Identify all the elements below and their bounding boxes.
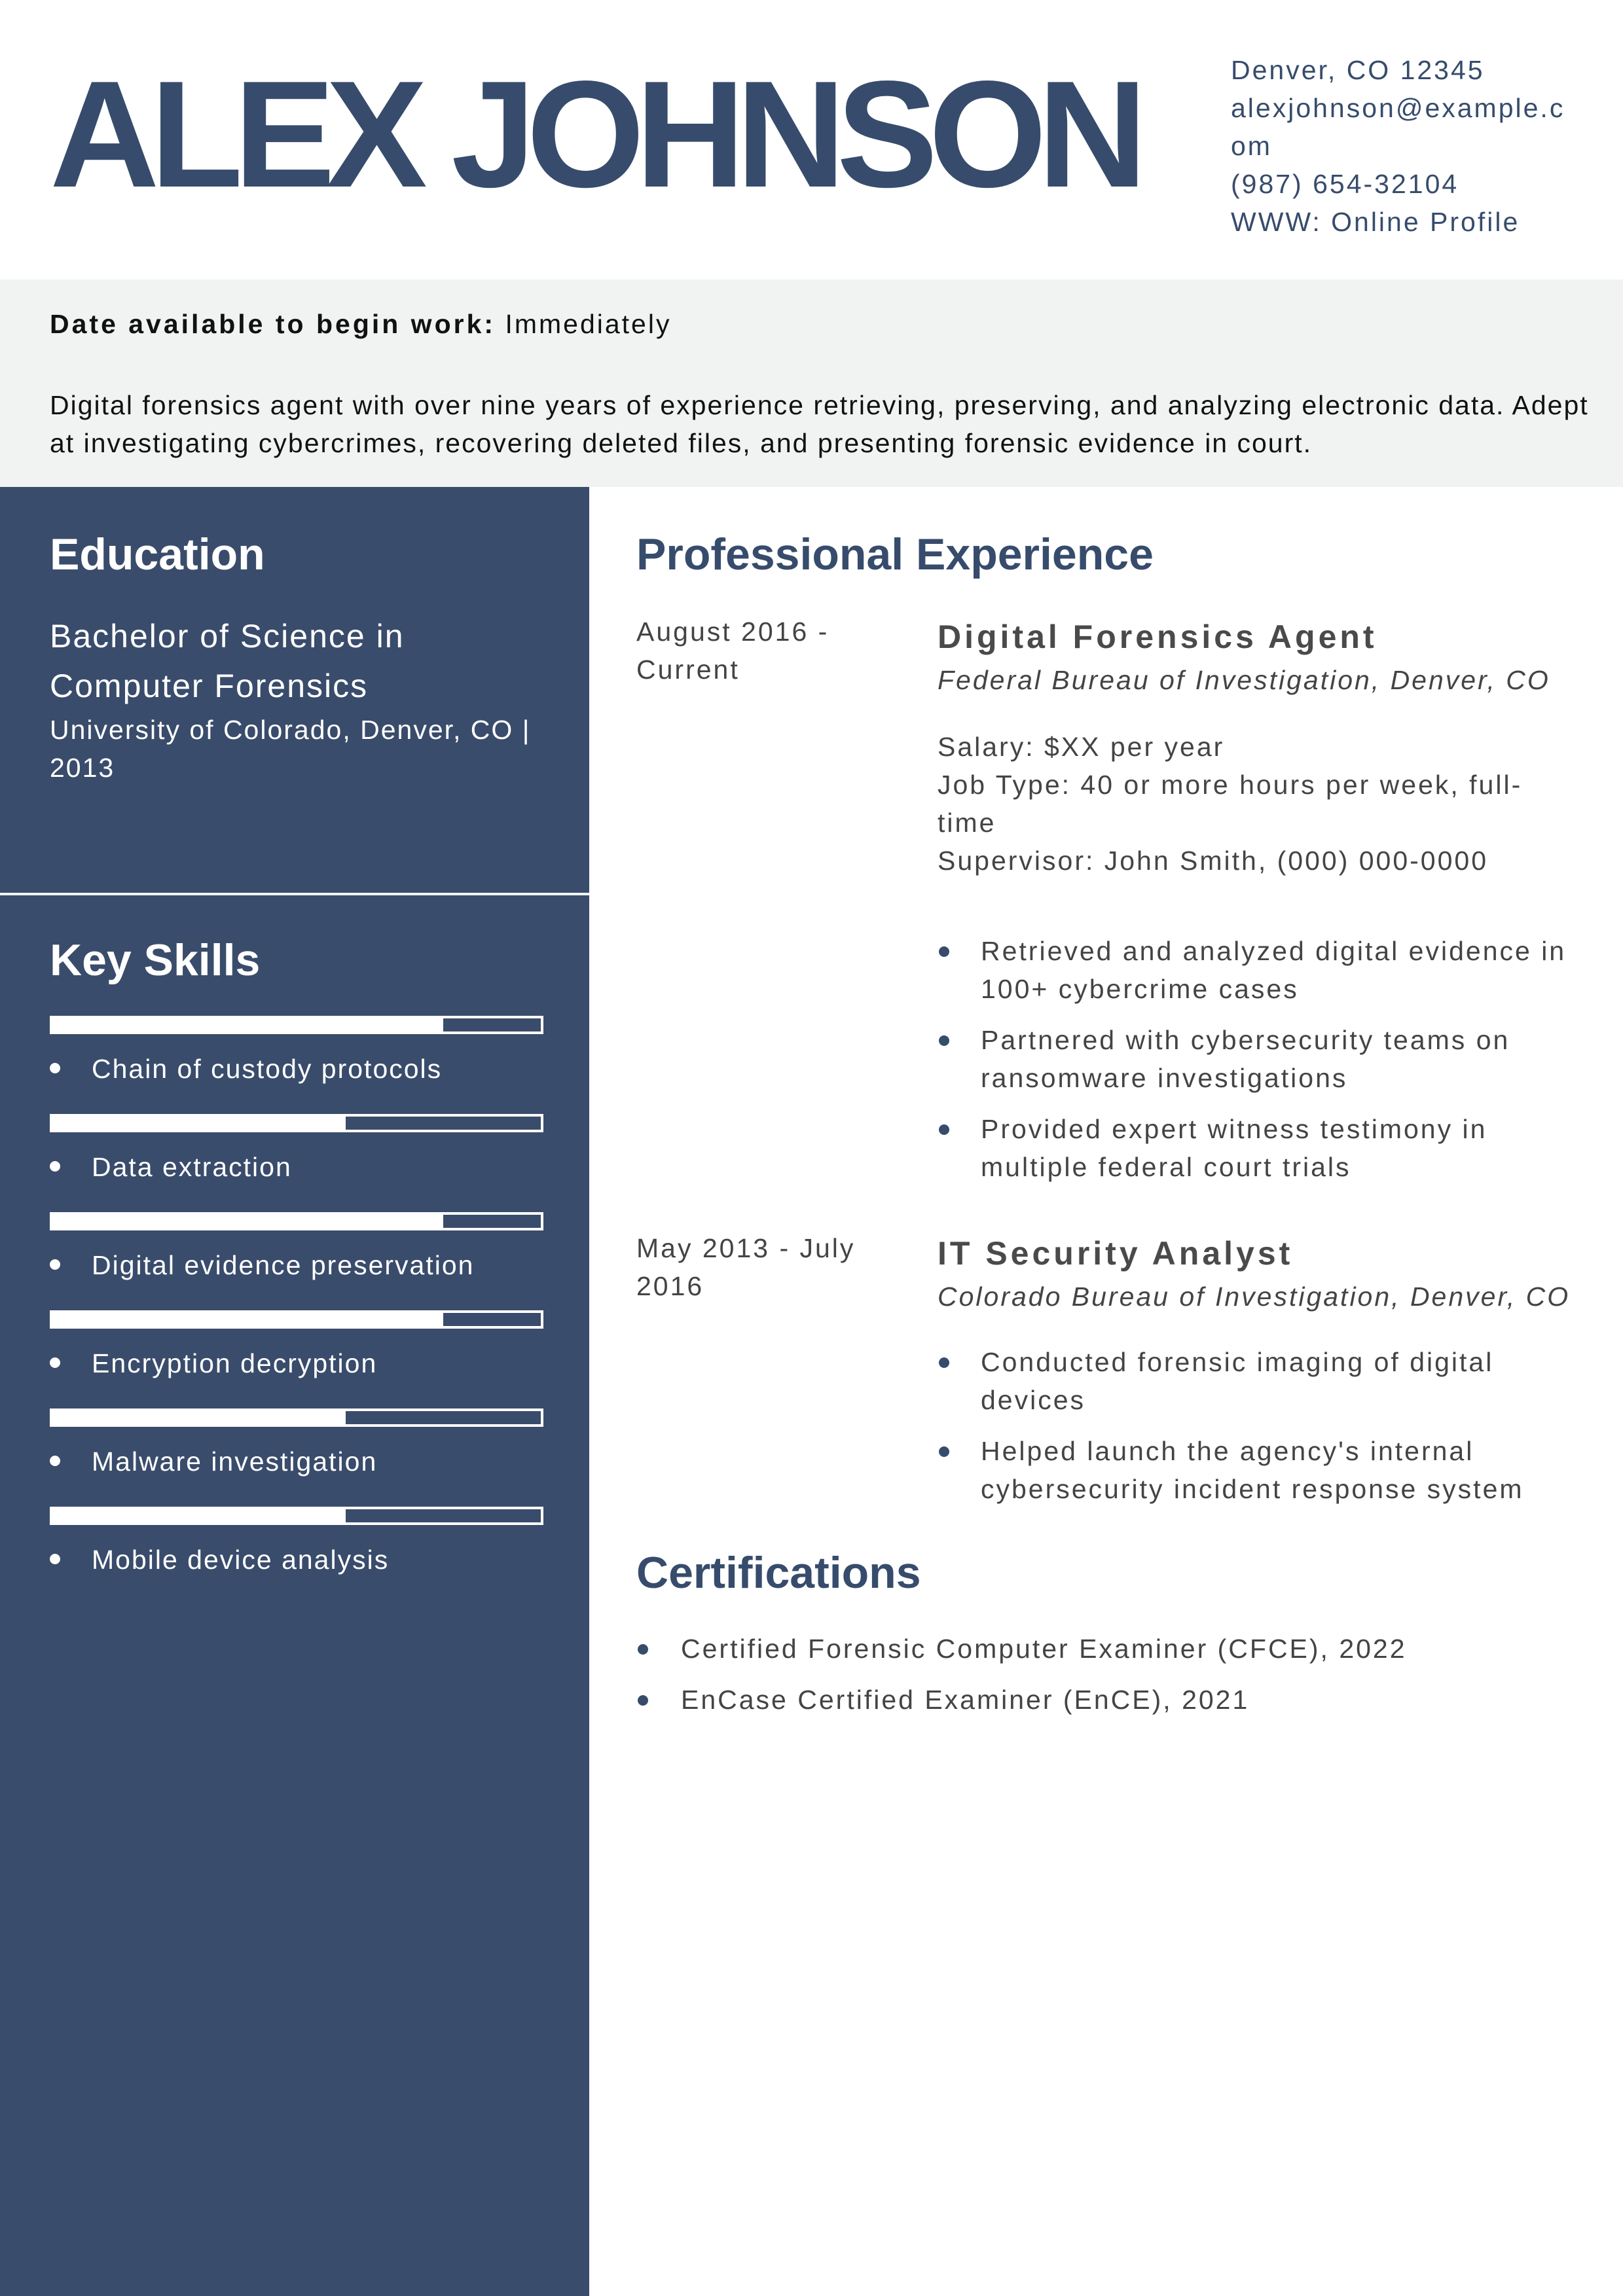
list-item: [938, 932, 1592, 1008]
bullet-icon: [939, 1124, 949, 1135]
job-company: Colorado Bureau of Investigation, Denver, CO: [938, 1282, 1571, 1312]
job-company: Federal Bureau of Investigation, Denver, CO: [938, 665, 1550, 695]
skill-level-bar: [50, 1507, 543, 1525]
skill-item: [50, 1054, 442, 1085]
skill-label: Data extraction: [92, 1152, 292, 1182]
availability-value: Immediately: [505, 309, 672, 339]
certification-text: EnCase Certified Examiner (EnCE), 2021: [681, 1685, 1250, 1715]
skill-label: Malware investigation: [92, 1446, 378, 1477]
sidebar-divider: [0, 893, 589, 895]
bullet-text: Conducted forensic imaging of digital devices: [981, 1347, 1494, 1415]
availability-line: [50, 309, 671, 340]
skill-item: [50, 1250, 474, 1281]
skill-level-fill: [52, 1018, 443, 1031]
job-details: [938, 728, 1566, 880]
list-item: [938, 1110, 1592, 1186]
bullet-icon: [939, 1357, 949, 1368]
list-item: [938, 1432, 1592, 1508]
skill-level-fill: [52, 1215, 443, 1228]
job-supervisor: Supervisor: John Smith, (000) 000-0000: [938, 846, 1489, 876]
job-bullet-list: [938, 1343, 1592, 1521]
contact-website[interactable]: WWW: Online Profile: [1231, 207, 1520, 237]
contact-location: Denver, CO 12345: [1231, 55, 1485, 85]
contact-phone[interactable]: (987) 654-32104: [1231, 169, 1459, 199]
list-item: [636, 1681, 1592, 1719]
job-type: Job Type: 40 or more hours per week, full-time: [938, 770, 1523, 838]
skill-label: Mobile device analysis: [92, 1545, 390, 1575]
job-dates: May 2013 - July 2016: [636, 1233, 856, 1301]
bullet-icon: [939, 1035, 949, 1046]
skill-item: [50, 1152, 292, 1183]
skill-level-bar: [50, 1408, 543, 1427]
skill-level-fill: [52, 1509, 346, 1522]
skill-label: Digital evidence preservation: [92, 1250, 475, 1280]
candidate-name: ALEX JOHNSON: [50, 50, 1139, 219]
bullet-icon: [50, 1456, 60, 1466]
skill-label: Encryption decryption: [92, 1348, 378, 1378]
availability-label: Date available to begin work:: [50, 309, 496, 339]
job-title: Digital Forensics Agent: [938, 619, 1377, 655]
bullet-text: Helped launch the agency's internal cybersecurity incident response system: [981, 1436, 1524, 1504]
education-school: University of Colorado, Denver, CO | 2013: [50, 715, 531, 783]
bullet-icon: [50, 1554, 60, 1564]
bullet-icon: [50, 1259, 60, 1270]
skill-level-bar: [50, 1212, 543, 1230]
skill-item: [50, 1348, 377, 1379]
list-item: [636, 1630, 1592, 1668]
job-dates: August 2016 - Current: [636, 617, 830, 685]
skills-heading: Key Skills: [50, 935, 261, 985]
skill-level-bar: [50, 1310, 543, 1329]
education-heading: Education: [50, 529, 265, 579]
bullet-text: Provided expert witness testimony in multiple federal court trials: [981, 1114, 1487, 1182]
job-bullet-list: [938, 932, 1592, 1199]
certifications-heading: Certifications: [636, 1548, 921, 1598]
education-degree: Bachelor of Science in Computer Forensics: [50, 618, 405, 704]
bullet-icon: [50, 1063, 60, 1073]
bullet-icon: [50, 1357, 60, 1368]
bullet-text: Retrieved and analyzed digital evidence in 100+ cybercrime cases: [981, 936, 1567, 1004]
skill-level-fill: [52, 1117, 346, 1130]
skill-label: Chain of custody protocols: [92, 1054, 443, 1084]
skill-level-fill: [52, 1313, 443, 1326]
experience-heading: Professional Experience: [636, 529, 1154, 579]
bullet-icon: [939, 1446, 949, 1457]
bullet-icon: [939, 946, 949, 957]
skill-item: [50, 1446, 377, 1477]
bullet-icon: [638, 1644, 648, 1655]
skill-level-fill: [52, 1411, 346, 1424]
bullet-text: Partnered with cybersecurity teams on ransomware investigations: [981, 1025, 1510, 1093]
job-title: IT Security Analyst: [938, 1235, 1294, 1272]
contact-email[interactable]: alexjohnson@example.com: [1231, 93, 1565, 161]
list-item: [938, 1021, 1592, 1097]
contact-block: [1231, 51, 1571, 241]
bullet-icon: [50, 1161, 60, 1172]
certification-text: Certified Forensic Computer Examiner (CFCE), 2022: [681, 1634, 1407, 1664]
skill-item: [50, 1545, 389, 1575]
certifications-list: [636, 1630, 1592, 1732]
skill-level-bar: [50, 1016, 543, 1034]
job-salary: Salary: $XX per year: [938, 732, 1225, 762]
summary-text: Digital forensics agent with over nine years of experience retrieving, preserving, and analyzing electronic data. Adept at investigating cybercrimes, recovering deleted files, and presenting forensic evidence in court.: [50, 390, 1589, 458]
list-item: [938, 1343, 1592, 1419]
skill-level-bar: [50, 1114, 543, 1132]
bullet-icon: [638, 1695, 648, 1706]
